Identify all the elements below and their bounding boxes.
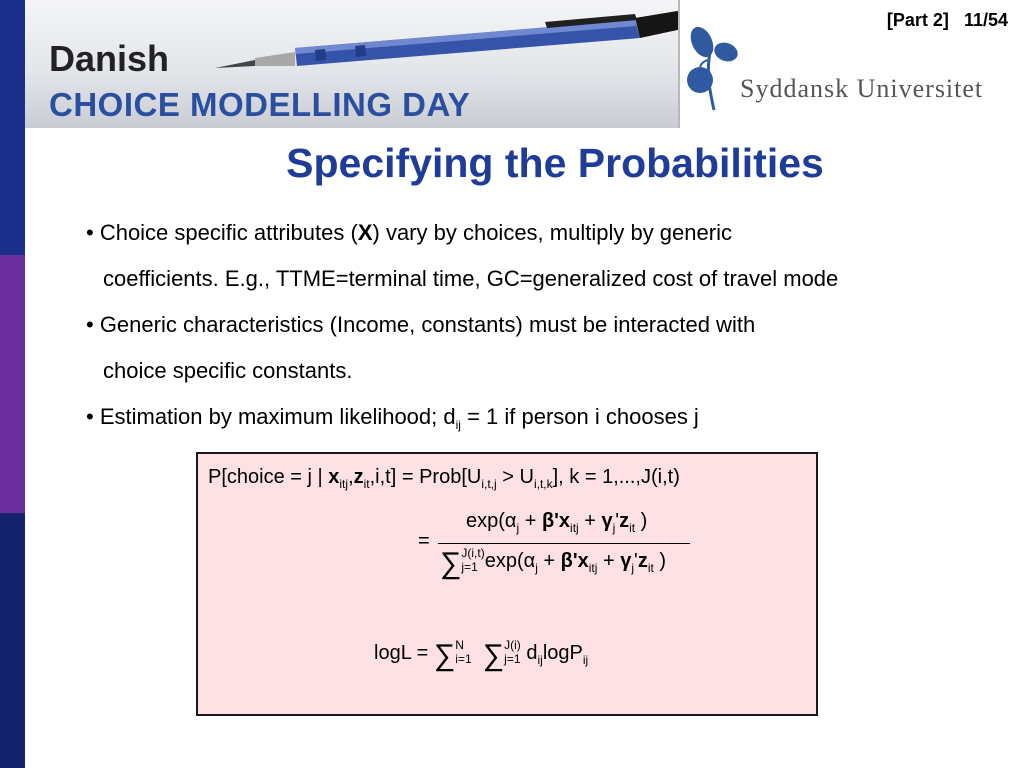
formula-box xyxy=(196,452,818,716)
formula-numerator: $\exp(\alpha_j + \beta'x_{itj} + \gamma_j'z_{it}$ ) xyxy=(466,510,648,535)
bullet-1-x-symbol: X xyxy=(357,220,373,245)
sidebar-stripe xyxy=(0,0,25,768)
header-banner xyxy=(25,0,678,128)
bullet-item-2: • Generic characteristics (Income, constants) must be interacted with xyxy=(86,312,756,337)
banner-line-choice-modelling-day: CHOICE MODELLING DAY xyxy=(49,86,471,123)
bullet-3-text-a: • Estimation by maximum likelihood; d xyxy=(86,404,456,429)
slide-title: Specifying the Probabilities xyxy=(286,140,824,186)
formula-log-likelihood: logL = ∑ N i=1 ∑ J(i) j=1 $d_{ij}\log P_{ij}$ xyxy=(374,638,589,672)
bullet-3-text-b: = 1 if person i chooses j xyxy=(460,404,699,429)
sidebar-stripe-top xyxy=(0,0,25,255)
formula-fraction-line xyxy=(438,543,690,544)
university-name: Syddansk Universitet xyxy=(740,74,984,103)
pen-icon xyxy=(215,0,678,80)
sidebar-stripe-middle xyxy=(0,255,25,513)
banner-line-danish: Danish xyxy=(49,38,170,79)
page-counter: 11/54 xyxy=(963,10,1008,30)
sidebar-stripe-bottom xyxy=(0,513,25,768)
university-logo xyxy=(680,0,1024,128)
formula-denominator: ∑ J(i,t) j=1 $\exp(\alpha_j + \beta'x_{itj} + \gamma_j'z_{it}$ ) xyxy=(440,546,667,580)
bullet-item-1-continued: coefficients. E.g., TTME=terminal time, GC=generalized cost of travel mode xyxy=(103,266,839,291)
formula-equals-sign: = xyxy=(418,530,430,552)
bullet-3-subscript: ij xyxy=(455,418,461,432)
bullet-list xyxy=(86,210,1006,448)
bullet-item-2-continued: choice specific constants. xyxy=(103,358,353,383)
bullet-item-3 xyxy=(86,394,1006,448)
bullet-item-1 xyxy=(86,210,1006,256)
formula-probability-definition: P[choice = j | $x_{itj},z_{it},i,t$] = $Prob[U_{i,t,j} > U_{i,t,k}]$, k = 1,...,J(i,t) xyxy=(208,466,680,491)
bullet-1-text-b: ) vary by choices, multiply by generic xyxy=(372,220,732,245)
part-label: [Part 2] xyxy=(886,10,949,30)
bullet-1-text-a: • Choice specific attributes ( xyxy=(86,220,358,245)
slide-number xyxy=(887,10,1008,31)
